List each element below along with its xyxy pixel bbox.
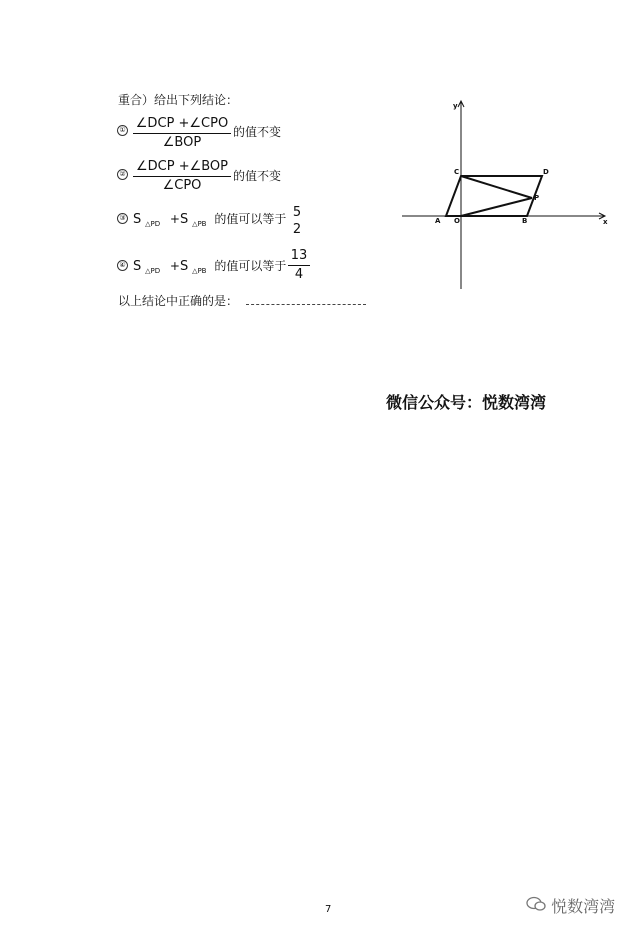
brand-name: 悦数湾湾 bbox=[551, 897, 616, 916]
item-4-expression: S $_{\triangle PD}$ +S $_{\triangle PB}$ 的值可以等于 bbox=[133, 259, 287, 275]
label-c: C bbox=[454, 168, 460, 176]
label-b: B bbox=[522, 217, 528, 225]
item-2-marker: ② bbox=[117, 169, 128, 180]
label-p: P bbox=[534, 194, 540, 202]
item-3-sub2: △PB bbox=[192, 220, 207, 228]
item-3-suffix: 的值可以等于 bbox=[214, 212, 287, 226]
item-1-marker: ① bbox=[117, 125, 128, 136]
item-4-sub1: △PD bbox=[145, 267, 161, 275]
item-1-numerator: ∠DCP +∠CPO bbox=[135, 116, 229, 131]
item-2-fraction bbox=[133, 159, 231, 194]
item-4-marker: ④ bbox=[117, 260, 128, 271]
item-3-value: 5 2 bbox=[292, 205, 302, 237]
label-a: A bbox=[435, 217, 441, 225]
page-number: 7 bbox=[325, 904, 332, 915]
intro-text: 重合）给出下列结论： bbox=[118, 93, 239, 107]
item-3-marker: ③ bbox=[117, 213, 128, 224]
watermark-text: 微信公众号：悦数湾湾 bbox=[386, 393, 547, 412]
item-2-suffix: 的值不变 bbox=[233, 169, 282, 183]
fraction-bar bbox=[133, 133, 231, 134]
segment-CP bbox=[461, 176, 532, 198]
label-d: D bbox=[543, 168, 549, 176]
item-2-numerator: ∠DCP +∠BOP bbox=[135, 159, 229, 174]
answer-blank bbox=[246, 304, 366, 305]
item-4-value: 13 4 bbox=[288, 248, 310, 283]
item-1-fraction bbox=[133, 116, 231, 151]
item-4-suffix: 的值可以等于 bbox=[214, 259, 287, 273]
segment-OP bbox=[461, 198, 532, 216]
geometry-figure bbox=[398, 92, 618, 302]
label-x: x bbox=[603, 218, 608, 226]
item-1-suffix: 的值不变 bbox=[233, 125, 282, 139]
question-text: 以上结论中正确的是： bbox=[118, 294, 239, 308]
item-4-sub2: △PB bbox=[192, 267, 207, 275]
item-3-expression: S $_{\triangle PD}$ +S $_{\triangle PB}$ 的值可以等于 bbox=[133, 212, 287, 228]
item-2-denominator: ∠CPO bbox=[162, 178, 202, 193]
brand-badge bbox=[526, 894, 615, 917]
label-o: O bbox=[454, 217, 460, 225]
label-y: y bbox=[453, 102, 458, 110]
wechat-icon bbox=[526, 896, 546, 916]
item-1-denominator: ∠BOP bbox=[162, 135, 202, 150]
item-3-sub1: △PD bbox=[145, 220, 161, 228]
fraction-bar bbox=[133, 176, 231, 177]
